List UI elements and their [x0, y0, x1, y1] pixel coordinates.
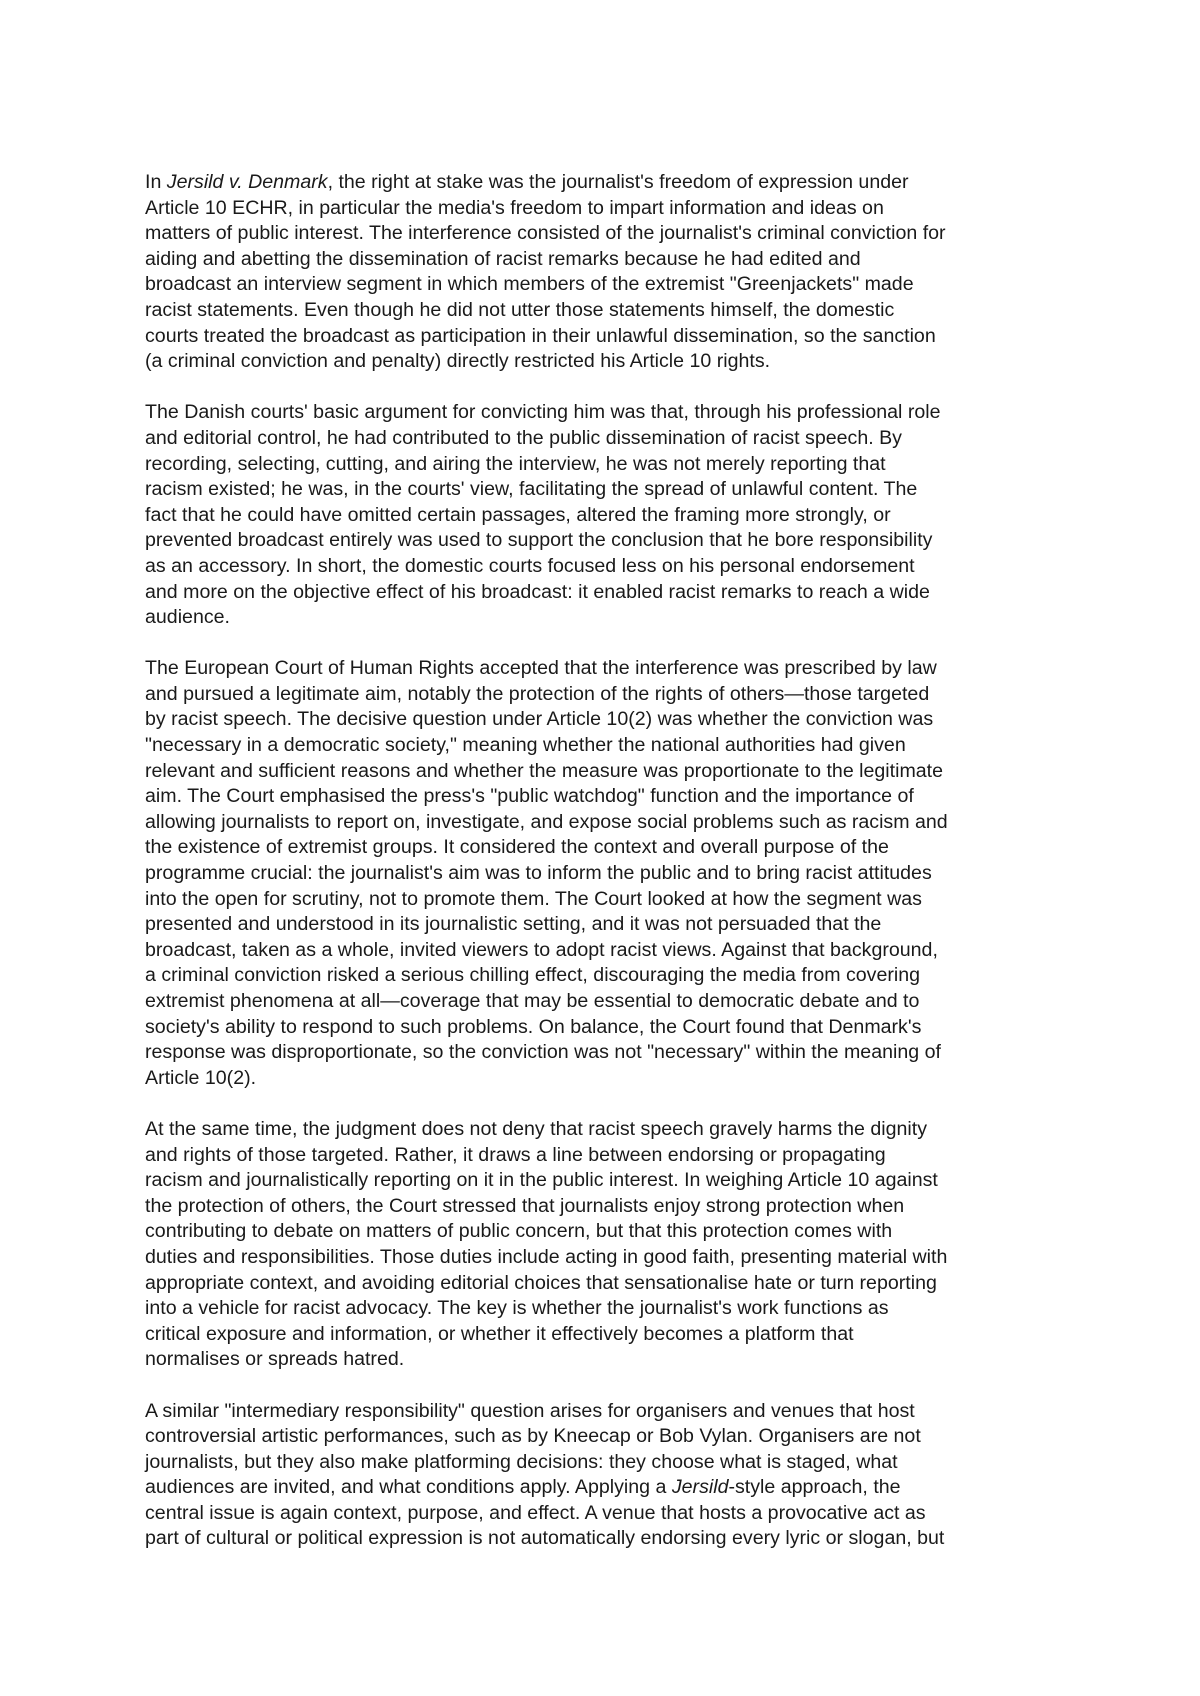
text-segment: the protection of others, the Court stressed that journalists enjoy strong protection when	[145, 1194, 905, 1217]
text-line	[145, 912, 1075, 938]
text-segment: by racist speech. The decisive question under Article 10(2) was whether the conviction was	[145, 708, 934, 731]
text-segment: and pursued a legitimate aim, notably the protection of the rights of others—those targeted	[145, 682, 930, 705]
text-line	[145, 733, 1075, 759]
italic-case-name: Jersild v. Denmark	[166, 171, 328, 193]
paragraph	[145, 400, 1075, 630]
text-segment: audiences are invited, and what conditions apply. Applying a	[145, 1476, 672, 1499]
text-segment: critical exposure and information, or whether it effectively becomes a platform that	[145, 1322, 854, 1345]
text-segment: programme crucial: the journalist's aim was to inform the public and to bring racist attitudes	[145, 862, 932, 885]
text-line	[145, 759, 1075, 785]
text-line	[145, 1245, 1075, 1271]
text-line	[145, 477, 1075, 503]
text-segment: racist statements. Even though he did not utter those statements himself, the domestic	[145, 298, 895, 321]
text-segment: society's ability to respond to such problems. On balance, the Court found that Denmark's	[145, 1015, 922, 1038]
text-line	[145, 1322, 1075, 1348]
text-segment: into a vehicle for racist advocacy. The key is whether the journalist's work functions as	[145, 1297, 889, 1320]
text-segment: controversial artistic performances, such as by Kneecap or Bob Vylan. Organisers are not	[145, 1425, 921, 1448]
text-line	[145, 247, 1075, 273]
text-segment: normalises or spreads hatred.	[145, 1348, 405, 1371]
text-segment: matters of public interest. The interference consisted of the journalist's criminal conviction for	[145, 222, 946, 245]
text-segment: , the right at stake was the journalist's freedom of expression under	[327, 171, 909, 193]
text-line	[145, 1424, 1075, 1450]
text-line	[145, 452, 1075, 478]
text-line	[145, 1117, 1075, 1143]
text-segment: The European Court of Human Rights accepted that the interference was prescribed by law	[145, 657, 937, 680]
text-segment: recording, selecting, cutting, and airing the interview, he was not merely reporting that	[145, 452, 886, 475]
text-line	[145, 989, 1075, 1015]
text-segment: part of cultural or political expression is not automatically endorsing every lyric or slogan, but	[145, 1527, 945, 1550]
text-segment: fact that he could have omitted certain passages, altered the framing more strongly, or	[145, 503, 891, 526]
text-segment: appropriate context, and avoiding editorial choices that sensationalise hate or turn reporting	[145, 1271, 937, 1294]
text-line	[145, 554, 1075, 580]
text-segment: aim. The Court emphasised the press's "public watchdog" function and the importance of	[145, 785, 914, 808]
text-segment: into the open for scrutiny, not to promote them. The Court looked at how the segment was	[145, 887, 922, 910]
text-segment: allowing journalists to report on, investigate, and expose social problems such as racism and	[145, 810, 948, 833]
text-segment: central issue is again context, purpose, and effect. A venue that hosts a provocative act as	[145, 1501, 926, 1524]
paragraph	[145, 1399, 1075, 1553]
text-line	[145, 170, 1075, 196]
text-segment: At the same time, the judgment does not deny that racist speech gravely harms the dignity	[145, 1117, 927, 1140]
text-segment: The Danish courts' basic argument for convicting him was that, through his professional role	[145, 401, 941, 424]
text-line	[145, 1015, 1075, 1041]
text-line	[145, 324, 1075, 350]
text-line	[145, 528, 1075, 554]
text-segment: aiding and abetting the dissemination of racist remarks because he had edited and	[145, 247, 861, 270]
text-line	[145, 1526, 1075, 1552]
text-segment: audience.	[145, 606, 230, 629]
text-line	[145, 656, 1075, 682]
text-line	[145, 1399, 1075, 1425]
text-line	[145, 1501, 1075, 1527]
text-line	[145, 1194, 1075, 1220]
text-segment: In	[145, 171, 167, 193]
text-line	[145, 1450, 1075, 1476]
text-segment: and editorial control, he had contributed to the public dissemination of racist speech. By	[145, 426, 902, 449]
text-line	[145, 1066, 1075, 1092]
text-segment: -style approach, the	[728, 1476, 901, 1499]
text-segment: and rights of those targeted. Rather, it draws a line between endorsing or propagating	[145, 1143, 886, 1166]
text-line	[145, 503, 1075, 529]
text-line	[145, 349, 1075, 375]
text-line	[145, 887, 1075, 913]
text-segment: and more on the objective effect of his broadcast: it enabled racist remarks to reach a wide	[145, 580, 930, 603]
text-line	[145, 196, 1075, 222]
text-segment: racism and journalistically reporting on it in the public interest. In weighing Article 10 against	[145, 1169, 938, 1192]
document-body	[145, 170, 1075, 1578]
text-line	[145, 861, 1075, 887]
text-segment: prevented broadcast entirely was used to support the conclusion that he bore responsibility	[145, 529, 933, 552]
text-line	[145, 1168, 1075, 1194]
text-segment: relevant and sufficient reasons and whether the measure was proportionate to the legitimate	[145, 759, 944, 782]
text-line	[145, 1219, 1075, 1245]
text-segment: racism existed; he was, in the courts' view, facilitating the spread of unlawful content. The	[145, 478, 918, 501]
text-line	[145, 682, 1075, 708]
text-segment: extremist phenomena at all—coverage that may be essential to democratic debate and to	[145, 990, 920, 1012]
text-segment: the existence of extremist groups. It considered the context and overall purpose of the	[145, 836, 889, 859]
text-line	[145, 272, 1075, 298]
text-segment: "necessary in a democratic society," meaning whether the national authorities had given	[145, 734, 906, 757]
text-line	[145, 400, 1075, 426]
text-segment: courts treated the broadcast as participation in their unlawful dissemination, so the sanction	[145, 324, 936, 347]
text-segment: A similar "intermediary responsibility" question arises for organisers and venues that host	[145, 1399, 915, 1422]
text-line	[145, 298, 1075, 324]
paragraph	[145, 656, 1075, 1091]
text-line	[145, 1475, 1075, 1501]
text-segment: broadcast an interview segment in which members of the extremist "Greenjackets" made	[145, 273, 914, 296]
text-line	[145, 426, 1075, 452]
text-line	[145, 1143, 1075, 1169]
text-segment: contributing to debate on matters of public concern, but that this protection comes with	[145, 1220, 893, 1243]
text-segment: Article 10 ECHR, in particular the media's freedom to impart information and ideas on	[145, 196, 884, 219]
text-line	[145, 835, 1075, 861]
italic-case-name: Jersild	[671, 1476, 729, 1499]
text-line	[145, 221, 1075, 247]
text-line	[145, 707, 1075, 733]
text-segment: as an accessory. In short, the domestic courts focused less on his personal endorsement	[145, 554, 915, 577]
paragraph	[145, 1117, 1075, 1373]
text-line	[145, 963, 1075, 989]
text-segment: journalists, but they also make platforming decisions: they choose what is staged, what	[145, 1450, 898, 1473]
text-line	[145, 1347, 1075, 1373]
text-segment: broadcast, taken as a whole, invited viewers to adopt racist views. Against that background,	[145, 938, 938, 961]
text-segment: Article 10(2).	[145, 1066, 257, 1089]
paragraph	[145, 170, 1075, 375]
text-line	[145, 938, 1075, 964]
text-segment: presented and understood in its journalistic setting, and it was not persuaded that the	[145, 913, 882, 936]
text-line	[145, 810, 1075, 836]
text-line	[145, 605, 1075, 631]
text-segment: duties and responsibilities. Those duties include acting in good faith, presenting material with	[145, 1245, 948, 1268]
text-line	[145, 1296, 1075, 1322]
text-line	[145, 580, 1075, 606]
text-segment: response was disproportionate, so the conviction was not "necessary" within the meaning of	[145, 1041, 941, 1064]
text-line	[145, 784, 1075, 810]
text-line	[145, 1040, 1075, 1066]
text-segment: a criminal conviction risked a serious chilling effect, discouraging the media from covering	[145, 964, 921, 987]
text-line	[145, 1271, 1075, 1297]
text-segment: (a criminal conviction and penalty) directly restricted his Article 10 rights.	[145, 350, 771, 373]
